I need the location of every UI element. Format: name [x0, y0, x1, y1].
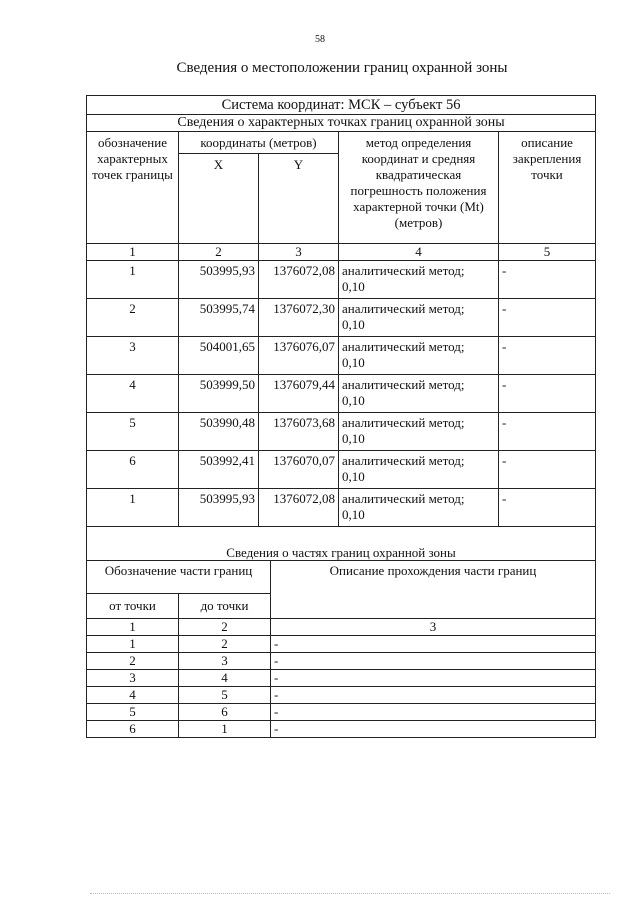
parts-section-heading: Сведения о частях границ охранной зоны	[226, 545, 456, 560]
point-row	[87, 451, 596, 489]
part-row	[87, 670, 596, 687]
point-y: 1376072,08	[259, 261, 339, 299]
part-row	[87, 653, 596, 670]
part-description: -	[271, 636, 596, 653]
point-id: 3	[87, 337, 179, 375]
point-y: 1376070,07	[259, 451, 339, 489]
point-method	[339, 451, 499, 489]
point-id: 5	[87, 413, 179, 451]
precision-text: 0,10	[342, 393, 365, 408]
point-id: 4	[87, 375, 179, 413]
precision-text: 0,10	[342, 355, 365, 370]
header-method: метод определения координат и средняя квадратическая погрешность положения характерной точки (Mt) (метров)	[339, 132, 499, 244]
column-number: 1	[87, 244, 179, 261]
point-description: -	[499, 299, 596, 337]
header-description: описание закрепления точки	[499, 132, 596, 244]
column-number: 1	[87, 619, 179, 636]
point-y: 1376079,44	[259, 375, 339, 413]
column-number: 5	[499, 244, 596, 261]
point-x: 503990,48	[179, 413, 259, 451]
column-number-row	[87, 244, 596, 261]
part-to: 2	[179, 636, 271, 653]
method-text: аналитический метод;	[342, 377, 465, 392]
document-title: Сведения о местоположении границ охранной зоны	[176, 60, 508, 76]
method-text: аналитический метод;	[342, 453, 465, 468]
point-method	[339, 337, 499, 375]
point-id: 2	[87, 299, 179, 337]
part-to: 6	[179, 704, 271, 721]
column-number: 4	[339, 244, 499, 261]
point-description: -	[499, 451, 596, 489]
point-method	[339, 261, 499, 299]
point-method	[339, 489, 499, 527]
point-y: 1376073,68	[259, 413, 339, 451]
parts-header-to: до точки	[179, 594, 271, 619]
method-text: аналитический метод;	[342, 301, 465, 316]
point-x: 503995,93	[179, 489, 259, 527]
point-y: 1376072,08	[259, 489, 339, 527]
point-description: -	[499, 261, 596, 299]
precision-text: 0,10	[342, 279, 365, 294]
precision-text: 0,10	[342, 431, 365, 446]
method-text: аналитический метод;	[342, 263, 465, 278]
page-number: 58	[315, 34, 325, 45]
column-number: 3	[271, 619, 596, 636]
part-from: 6	[87, 721, 179, 738]
part-row	[87, 704, 596, 721]
point-row	[87, 261, 596, 299]
part-from: 2	[87, 653, 179, 670]
point-x: 503995,93	[179, 261, 259, 299]
column-number: 3	[259, 244, 339, 261]
method-text: аналитический метод;	[342, 339, 465, 354]
precision-text: 0,10	[342, 507, 365, 522]
header-x: X	[179, 154, 259, 244]
point-description: -	[499, 489, 596, 527]
part-from: 4	[87, 687, 179, 704]
part-from: 3	[87, 670, 179, 687]
point-x: 503999,50	[179, 375, 259, 413]
point-row	[87, 413, 596, 451]
point-y: 1376076,07	[259, 337, 339, 375]
point-row	[87, 337, 596, 375]
point-row	[87, 489, 596, 527]
method-text: аналитический метод;	[342, 491, 465, 506]
part-to: 5	[179, 687, 271, 704]
part-row	[87, 721, 596, 738]
part-to: 4	[179, 670, 271, 687]
point-description: -	[499, 413, 596, 451]
part-to: 1	[179, 721, 271, 738]
point-row	[87, 375, 596, 413]
part-description: -	[271, 653, 596, 670]
precision-text: 0,10	[342, 469, 365, 484]
point-row	[87, 299, 596, 337]
part-row	[87, 687, 596, 704]
point-description: -	[499, 375, 596, 413]
precision-text: 0,10	[342, 317, 365, 332]
point-x: 503995,74	[179, 299, 259, 337]
part-row	[87, 636, 596, 653]
parts-header-designation: Обозначение части границ	[87, 561, 271, 594]
point-y: 1376072,30	[259, 299, 339, 337]
point-description: -	[499, 337, 596, 375]
point-id: 6	[87, 451, 179, 489]
part-from: 1	[87, 636, 179, 653]
boundary-table	[86, 95, 596, 596]
part-description: -	[271, 721, 596, 738]
part-description: -	[271, 704, 596, 721]
point-x: 504001,65	[179, 337, 259, 375]
header-designation: обозначение характерных точек границы	[87, 132, 179, 244]
header-y: Y	[259, 154, 339, 244]
header-coordinates: координаты (метров)	[179, 132, 339, 154]
footer-scan-marks	[90, 893, 610, 896]
points-section-heading: Сведения о характерных точках границ охранной зоны	[87, 115, 596, 132]
coord-system-heading: Система координат: МСК – субъект 56	[87, 96, 596, 115]
point-method	[339, 299, 499, 337]
point-id: 1	[87, 261, 179, 299]
parts-table	[86, 560, 596, 738]
point-id: 1	[87, 489, 179, 527]
part-description: -	[271, 687, 596, 704]
part-to: 3	[179, 653, 271, 670]
parts-header-from: от точки	[87, 594, 179, 619]
column-number: 2	[179, 244, 259, 261]
point-x: 503992,41	[179, 451, 259, 489]
part-from: 5	[87, 704, 179, 721]
part-description: -	[271, 670, 596, 687]
parts-column-number-row	[87, 619, 596, 636]
point-method	[339, 413, 499, 451]
point-method	[339, 375, 499, 413]
parts-header-description: Описание прохождения части границ	[271, 561, 596, 619]
column-number: 2	[179, 619, 271, 636]
method-text: аналитический метод;	[342, 415, 465, 430]
